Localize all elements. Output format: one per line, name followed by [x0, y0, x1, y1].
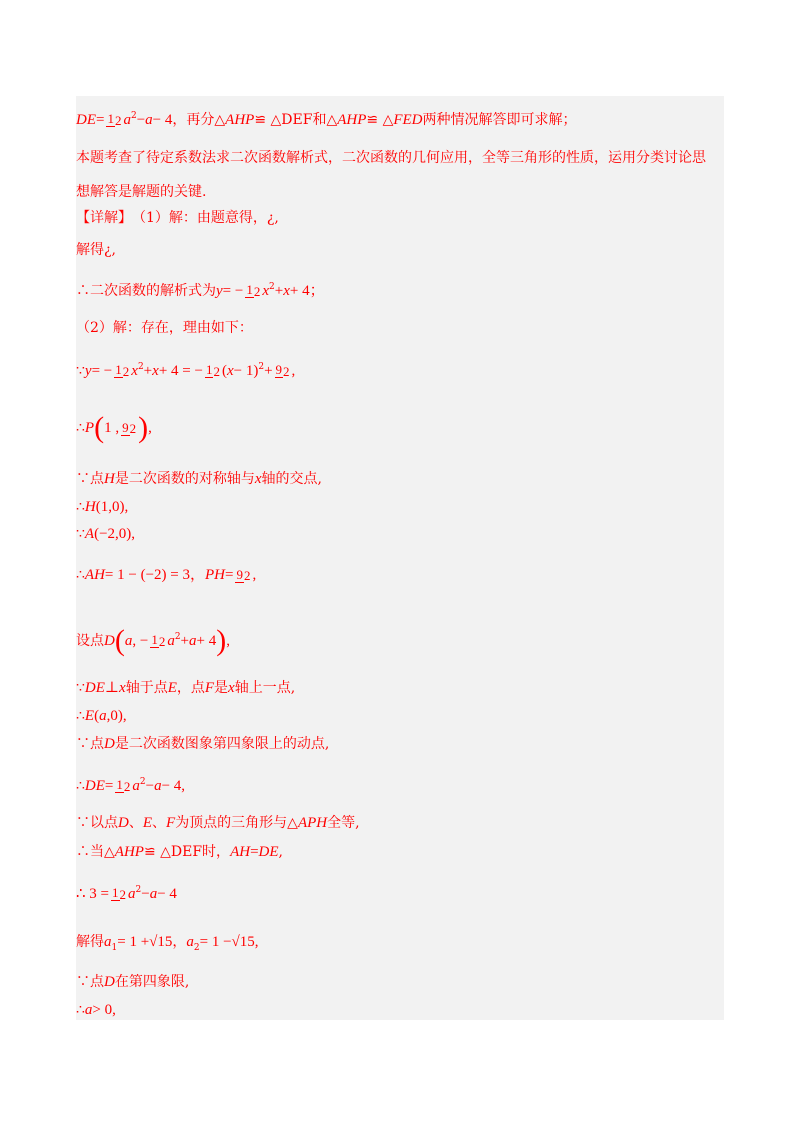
math-text: , — [226, 632, 230, 649]
line-22 — [76, 972, 189, 992]
numerator: 9 — [275, 362, 283, 378]
math-text: + — [264, 362, 273, 379]
line-9 — [76, 469, 322, 489]
line-19 — [76, 842, 283, 862]
math-text: DE — [84, 680, 105, 696]
denominator: 2 — [129, 421, 137, 437]
fraction — [114, 363, 129, 379]
math-text: a — [186, 934, 194, 950]
denominator: 2 — [253, 283, 261, 299]
denominator: 2 — [283, 363, 290, 379]
math-text: a — [84, 1002, 93, 1018]
text: ∴ — [76, 777, 85, 794]
subscript: 2 — [193, 942, 200, 953]
exponent: 2 — [137, 362, 144, 372]
math-text: + — [143, 362, 153, 379]
math-text: a — [104, 934, 112, 950]
math-text: E — [167, 680, 177, 696]
math-text: + 4 = − — [158, 362, 203, 379]
exponent: 2 — [174, 632, 181, 642]
text: ∴ — [76, 499, 85, 515]
denominator: 2 — [158, 633, 166, 649]
line-2 — [76, 182, 206, 202]
math-text: x — [262, 282, 270, 299]
line-20 — [76, 880, 177, 904]
math-text: APH — [297, 815, 328, 831]
text: 为顶点的三角形与△ — [175, 815, 298, 831]
math-text: ( — [221, 362, 227, 379]
math-text: − 4, — [161, 777, 186, 794]
math-text: , — [148, 420, 152, 436]
math-text: = − — [222, 282, 244, 299]
math-text: − — [141, 885, 150, 902]
paren: ( — [94, 411, 105, 444]
math-text: ∴ 3 = — [76, 885, 110, 902]
denominator: 2 — [122, 363, 130, 379]
math-text: = — [96, 111, 105, 128]
math-text: , — [254, 934, 259, 950]
math-text: ( — [94, 708, 100, 724]
line-23 — [76, 1000, 116, 1020]
text: 本题考查了待定系数法求二次函数解析式，二次函数的几何应用，全等三角形的性质，运用分类讨论思 — [76, 150, 706, 166]
math-text: H — [104, 471, 115, 487]
math-text: − 4 — [157, 885, 177, 902]
line-7 — [76, 357, 295, 381]
math-text: , − — [132, 632, 149, 649]
math-text: AHP — [337, 111, 367, 128]
text: ∵点 — [76, 736, 104, 752]
line-1 — [76, 148, 706, 168]
numerator: 1 — [116, 777, 123, 793]
math-text: − — [136, 111, 146, 128]
exponent: 2 — [130, 111, 137, 121]
math-text: = 1 − — [199, 934, 232, 950]
text: ∵以点 — [76, 815, 118, 831]
math-text: − 4 — [152, 111, 173, 128]
math-text: A — [84, 526, 95, 542]
math-text: a — [149, 885, 158, 902]
math-text: + 4 — [196, 632, 217, 649]
exponent: 2 — [258, 362, 265, 372]
numerator: 1 — [107, 111, 114, 127]
math-text: AH — [230, 844, 251, 860]
text: 想解答是解题的关键. — [76, 184, 207, 200]
numerator: 9 — [122, 419, 129, 435]
numerator: 1 — [115, 362, 122, 378]
numerator: 1 — [205, 362, 213, 378]
exponent: 2 — [135, 885, 142, 895]
math-text: E — [84, 708, 95, 724]
math-text: E — [142, 815, 153, 831]
line-15 — [76, 706, 127, 726]
math-text: = — [250, 844, 259, 860]
line-3 — [76, 208, 279, 228]
denominator: 2 — [123, 778, 131, 794]
fraction — [111, 886, 126, 902]
math-text: √15 — [231, 934, 255, 950]
text: ≌ △ — [366, 111, 394, 128]
line-4 — [76, 240, 116, 260]
text: ∴二次函数的解析式为 — [76, 282, 216, 299]
math-text: x — [152, 362, 159, 379]
line-11 — [76, 524, 135, 544]
math-text: y — [216, 282, 223, 299]
denominator: 2 — [243, 568, 251, 584]
math-text: DE — [76, 111, 96, 128]
math-text: , — [252, 567, 257, 583]
text: 轴上一点, — [234, 680, 296, 696]
text: ，点 — [176, 680, 205, 696]
fraction — [150, 633, 165, 649]
math-text: D — [104, 632, 115, 649]
text: 两种情况解答即可求解； — [422, 111, 577, 128]
fraction — [106, 112, 121, 128]
line-8 — [76, 411, 152, 444]
line-5 — [76, 277, 325, 301]
line-12 — [76, 565, 256, 585]
line-18 — [76, 813, 360, 833]
math-text: D — [118, 815, 129, 831]
text: ∵点 — [76, 974, 104, 990]
paren: ) — [138, 411, 149, 444]
math-text: D — [104, 974, 115, 990]
text: ， — [172, 934, 187, 950]
text: ∵ — [76, 362, 85, 379]
text: 解得¿, — [76, 242, 116, 258]
text: 轴的交点, — [261, 471, 322, 487]
math-text: AH — [84, 567, 105, 583]
math-text: x — [119, 680, 126, 696]
text: ≌ △DEF时， — [143, 844, 231, 860]
text: 轴于点 — [125, 680, 168, 696]
line-21 — [76, 932, 259, 958]
detail-heading: 【详解】 — [76, 210, 132, 226]
math-text: (1,0), — [95, 499, 129, 515]
numerator: 1 — [112, 885, 119, 901]
fraction — [121, 420, 136, 436]
text: 是 — [214, 680, 229, 696]
math-text: , — [291, 362, 296, 379]
text: 全等, — [327, 815, 360, 831]
math-text: + 4； — [289, 282, 325, 299]
math-text: 1 , — [104, 420, 120, 436]
line-10 — [76, 497, 128, 517]
line-6 — [76, 318, 253, 338]
math-text: AHP — [225, 111, 255, 128]
math-text: + — [180, 632, 190, 649]
line-14 — [76, 678, 295, 698]
math-text: a — [154, 777, 162, 794]
math-text: a — [124, 632, 133, 649]
math-text: (−2,0), — [94, 526, 136, 542]
text: 在第四象限, — [114, 974, 190, 990]
subscript: 1 — [111, 942, 118, 953]
numerator: 1 — [151, 632, 158, 648]
math-text: = 1 + — [117, 934, 150, 950]
math-text: x — [131, 362, 138, 379]
text: 是二次函数的对称轴与 — [114, 471, 255, 487]
text: ∵ — [76, 680, 85, 696]
denominator: 2 — [213, 363, 220, 379]
math-text: − 1) — [233, 362, 259, 379]
text: 、 — [128, 815, 143, 831]
text: ∴ — [76, 708, 85, 724]
math-text: = — [225, 567, 234, 583]
line-16 — [76, 734, 329, 754]
math-text: x — [226, 362, 234, 379]
text: ∴ — [76, 420, 85, 436]
denominator: 2 — [114, 112, 122, 128]
math-text: + — [274, 282, 284, 299]
math-text: a — [123, 111, 131, 128]
math-text: > 0, — [92, 1002, 116, 1018]
math-text: = − — [91, 362, 113, 379]
text: 、 — [152, 815, 167, 831]
math-text: D — [104, 736, 115, 752]
math-text: a — [132, 777, 140, 794]
text: （1）解：由题意得，¿, — [132, 210, 279, 226]
math-text: = — [104, 777, 114, 794]
text: , — [278, 844, 283, 860]
math-text: F — [166, 815, 176, 831]
math-text: P — [84, 420, 95, 436]
math-text: = 1 − (−2) = 3， — [104, 567, 206, 583]
math-text: H — [84, 499, 96, 515]
text: ，再分△ — [172, 111, 226, 128]
numerator: 1 — [246, 282, 253, 298]
math-text: − — [145, 777, 155, 794]
line-13 — [76, 623, 230, 657]
fraction — [235, 567, 250, 583]
math-text: PH — [205, 567, 226, 583]
math-text: x — [283, 282, 290, 299]
math-text: a — [167, 632, 175, 649]
numerator: 9 — [236, 566, 243, 582]
text: 是二次函数图象第四象限上的动点, — [114, 736, 330, 752]
math-text: x — [254, 471, 262, 487]
text: ≌ △DEF和△ — [254, 111, 338, 128]
text: ∴ — [76, 1002, 85, 1018]
fraction — [245, 283, 260, 299]
exponent: 2 — [139, 777, 146, 787]
paren: ) — [216, 623, 227, 657]
text: 解得 — [76, 934, 104, 950]
math-text: ,0), — [106, 708, 127, 724]
text: ∴ — [76, 567, 85, 583]
math-text: ⊥ — [104, 680, 120, 696]
text: ∴当△ — [76, 844, 115, 860]
math-text: a — [99, 708, 107, 724]
fraction — [205, 363, 220, 379]
denominator: 2 — [119, 886, 127, 902]
text: （2）解：存在，理由如下： — [76, 320, 253, 336]
math-text: x — [228, 680, 235, 696]
math-text: a — [145, 111, 153, 128]
fraction — [275, 363, 290, 379]
math-text: a — [189, 632, 197, 649]
line-0 — [76, 106, 577, 130]
paren: ( — [114, 623, 125, 657]
text: ∵ — [76, 526, 85, 542]
math-text: y — [84, 362, 92, 379]
text: ∵点 — [76, 471, 104, 487]
math-text: F — [204, 680, 215, 696]
line-17 — [76, 772, 185, 796]
math-text: DE — [84, 777, 105, 794]
math-text: AHP — [114, 844, 144, 860]
math-text: √15 — [149, 934, 173, 950]
math-text: a — [128, 885, 136, 902]
text: 设点 — [76, 632, 104, 649]
math-text: DE — [258, 844, 279, 860]
exponent: 2 — [269, 282, 275, 292]
fraction — [115, 778, 130, 794]
math-text: FED — [393, 111, 423, 128]
